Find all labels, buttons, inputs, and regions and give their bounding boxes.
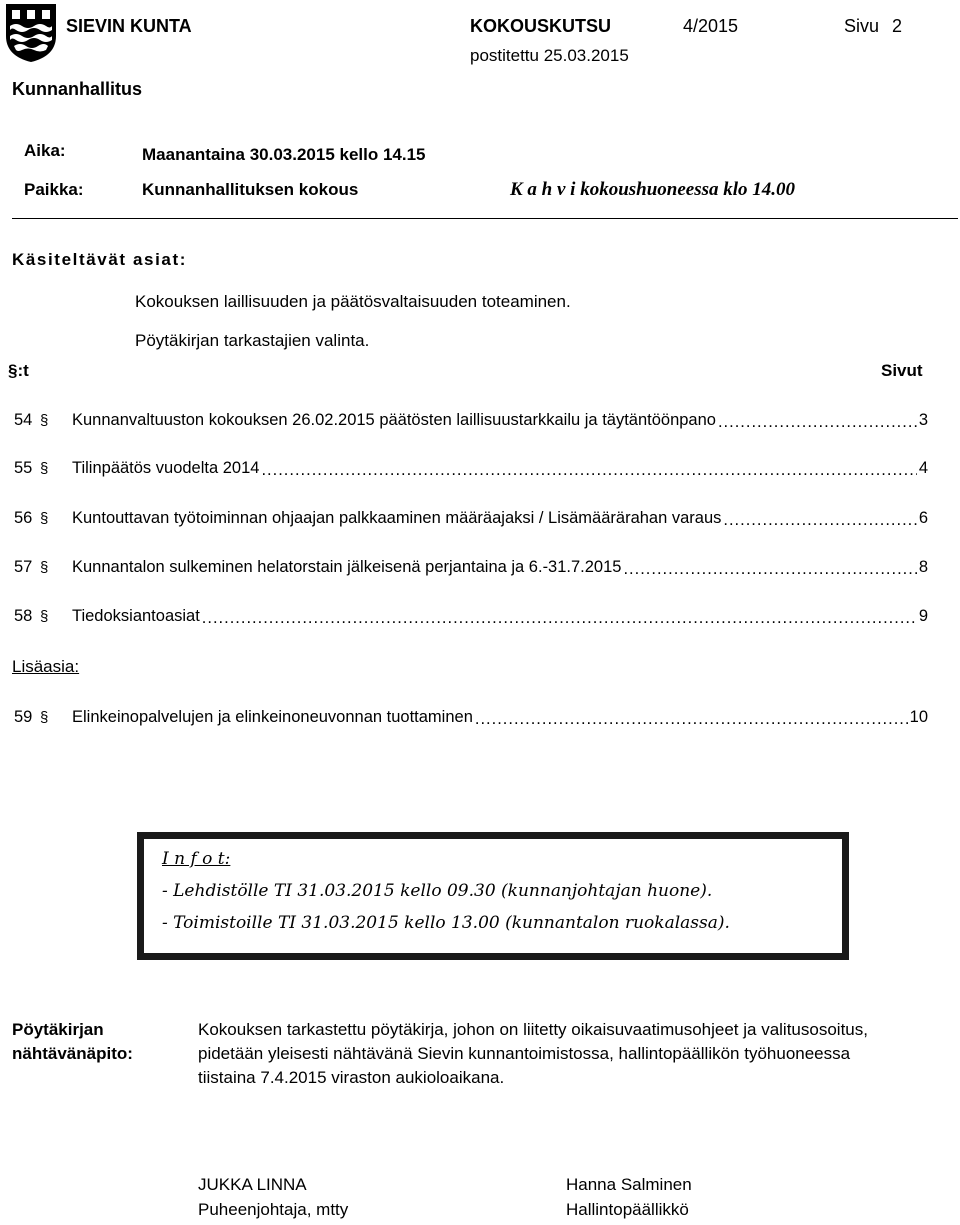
leader-dots	[623, 560, 916, 579]
section-column-label: :t	[17, 361, 29, 380]
section-symbol: §	[40, 509, 49, 527]
leader-dots	[718, 413, 917, 432]
info-title: I n f o t:	[162, 849, 231, 869]
section-symbol: §	[40, 459, 49, 477]
minutes-label-2: nähtävänäpito:	[12, 1044, 133, 1063]
signature-chair-name: JUKKA LINNA	[198, 1175, 307, 1194]
agenda-item-59	[14, 705, 928, 729]
item-number: 58	[14, 606, 33, 625]
item-number: 55	[14, 458, 33, 477]
coffee-note: K a h v i kokoushuoneessa klo 14.00	[510, 179, 796, 200]
place-value: Kunnanhallituksen kokous	[142, 180, 359, 199]
item-title: Tilinpäätös vuodelta 2014	[72, 458, 260, 477]
governing-body: Kunnanhallitus	[12, 79, 142, 99]
item-title: Elinkeinopalvelujen ja elinkeinoneuvonnan tuottaminen	[72, 707, 473, 726]
section-column-header	[8, 361, 29, 381]
page-indicator	[844, 16, 902, 37]
section-symbol: §	[40, 607, 49, 625]
leader-dots	[202, 609, 917, 628]
section-symbol: §	[8, 361, 18, 380]
item-page: 8	[918, 557, 928, 576]
agenda-heading: Käsiteltävät asiat:	[12, 250, 187, 269]
agenda-item-54	[14, 408, 928, 432]
minutes-text-3: tiistaina 7.4.2015 viraston aukioloaikana.	[198, 1068, 505, 1087]
item-page: 4	[918, 458, 928, 477]
agenda-item-55	[14, 456, 928, 480]
header-divider	[12, 218, 958, 219]
municipality-name: SIEVIN KUNTA	[66, 16, 192, 36]
item-page: 3	[918, 410, 928, 429]
leader-dots	[475, 710, 908, 729]
agenda-item-58	[14, 604, 928, 628]
pages-column-header: Sivut	[881, 361, 923, 380]
place-label: Paikka:	[24, 180, 84, 199]
minutes-text-2: pidetään yleisesti nähtävänä Sievin kunnantoimistossa, hallintopäällikön työhuoneessa	[198, 1044, 851, 1063]
signature-chair-title: Puheenjohtaja, mtty	[198, 1200, 349, 1219]
info-box	[137, 832, 849, 960]
document-number: 4/2015	[683, 16, 739, 36]
signature-secretary-name: Hanna Salminen	[566, 1175, 692, 1194]
time-label: Aika:	[24, 141, 66, 160]
agenda-intro-2: Pöytäkirjan tarkastajien valinta.	[135, 331, 370, 350]
page-number: 2	[892, 16, 903, 36]
agenda-item-57	[14, 555, 928, 579]
item-number: 57	[14, 557, 33, 576]
agenda-item-56	[14, 506, 928, 530]
item-number: 56	[14, 508, 33, 527]
info-box-inner	[144, 839, 842, 953]
agenda-intro-1: Kokouksen laillisuuden ja päätösvaltaisuuden toteaminen.	[135, 292, 571, 311]
page-label: Sivu	[844, 16, 880, 36]
item-page: 9	[918, 606, 928, 625]
minutes-label-1: Pöytäkirjan	[12, 1020, 104, 1039]
time-value: Maanantaina 30.03.2015 kello 14.15	[142, 145, 426, 164]
extra-heading: Lisäasia:	[12, 657, 80, 676]
section-symbol: §	[40, 558, 49, 576]
minutes-text-1: Kokouksen tarkastettu pöytäkirja, johon on liitetty oikaisuvaatimusohjeet ja valitusosoitus,	[198, 1020, 868, 1039]
section-symbol: §	[40, 708, 49, 726]
section-symbol: §	[40, 411, 49, 429]
item-page: 10	[909, 707, 928, 726]
item-title: Kuntouttavan työtoiminnan ohjaajan palkkaaminen määräajaksi / Lisämäärärahan varaus	[72, 508, 722, 527]
posted-date: postitettu 25.03.2015	[470, 46, 629, 65]
document-type: KOKOUSKUTSU	[470, 16, 612, 36]
info-line-2: - Toimistoille TI 31.03.2015 kello 13.00 (kunnantalon ruokalassa).	[162, 913, 730, 933]
item-number: 54	[14, 410, 33, 429]
leader-dots	[261, 461, 916, 480]
item-title: Kunnanvaltuuston kokouksen 26.02.2015 päätösten laillisuustarkkailu ja täytäntöönpano	[72, 410, 716, 429]
signature-secretary-title: Hallintopäällikkö	[566, 1200, 689, 1219]
leader-dots	[723, 511, 916, 530]
item-number: 59	[14, 707, 33, 726]
item-title: Tiedoksiantoasiat	[72, 606, 200, 625]
item-page: 6	[918, 508, 928, 527]
info-line-1: - Lehdistölle TI 31.03.2015 kello 09.30 (kunnanjohtajan huone).	[162, 881, 713, 901]
municipal-emblem-icon	[4, 2, 58, 64]
item-title: Kunnantalon sulkeminen helatorstain jälkeisenä perjantaina ja 6.-31.7.2015	[72, 557, 622, 576]
